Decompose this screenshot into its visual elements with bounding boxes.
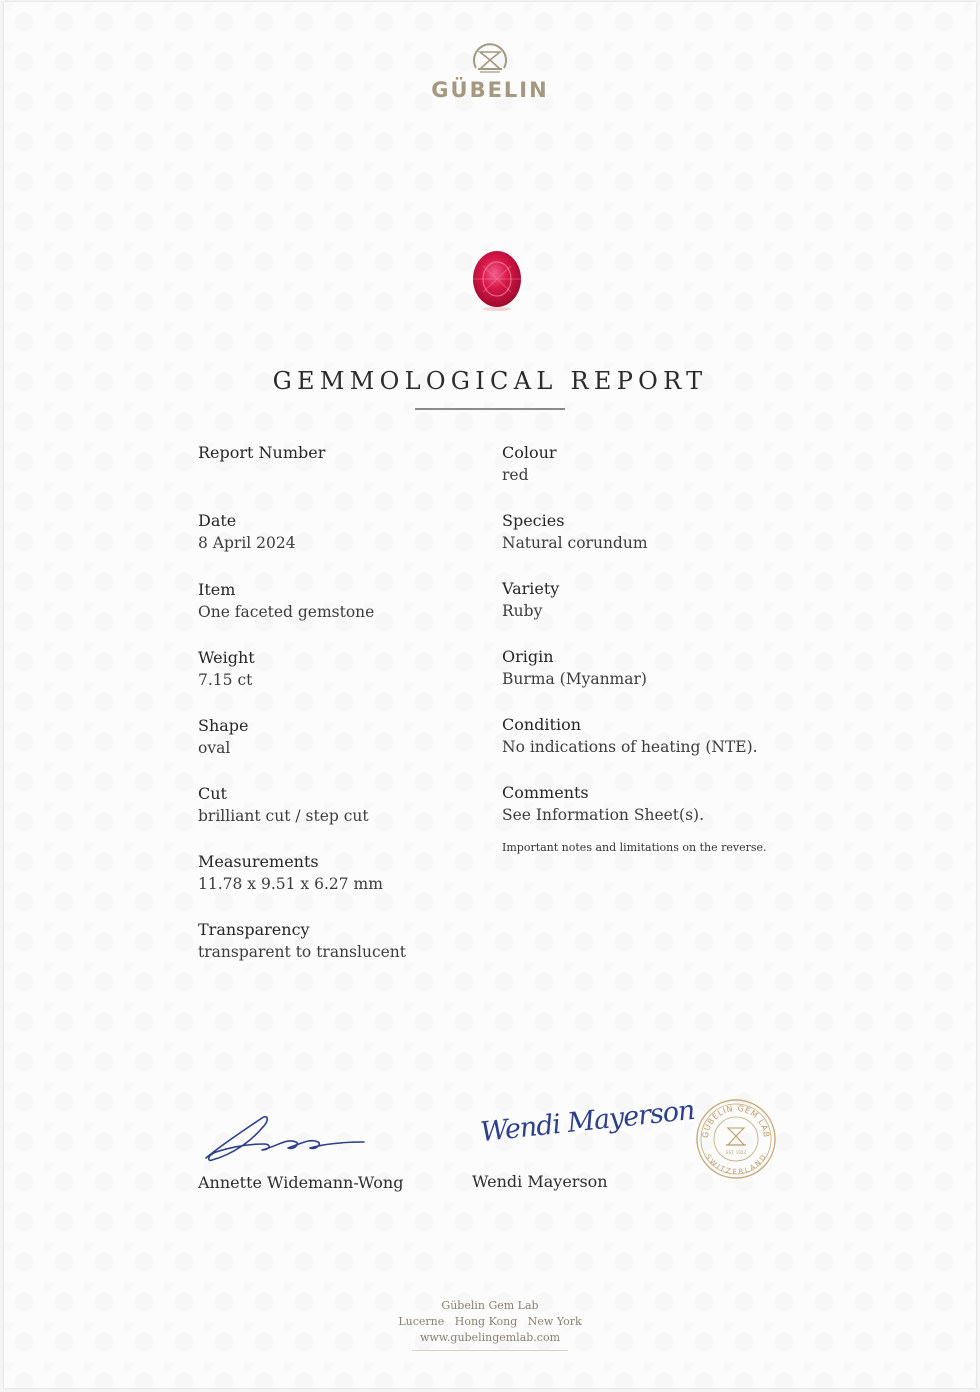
field-weight xyxy=(198,646,498,692)
svg-text:SWITZERLAND: SWITZERLAND xyxy=(703,1152,769,1177)
field-species xyxy=(502,509,802,555)
footer-cities: Lucerne Hong Kong New York xyxy=(398,1315,582,1328)
signatory-name: Wendi Mayerson xyxy=(472,1172,608,1191)
field-label: Cut xyxy=(198,784,227,803)
field-value: One faceted gemstone xyxy=(198,603,375,621)
field-label: Variety xyxy=(502,579,560,598)
footer-website-link[interactable]: www.gubelingemlab.com xyxy=(419,1331,561,1344)
field-label: Colour xyxy=(502,443,557,462)
field-label: Item xyxy=(198,580,236,599)
field-shape xyxy=(198,714,498,760)
ruby-gemstone-icon xyxy=(470,248,524,312)
field-value: oval xyxy=(198,739,231,757)
important-notes: Important notes and limitations on the reverse. xyxy=(502,841,767,854)
field-value: brilliant cut / step cut xyxy=(198,807,369,825)
field-value: 8 April 2024 xyxy=(198,534,296,552)
field-label: Species xyxy=(502,511,565,530)
svg-text:EST. 1923: EST. 1923 xyxy=(726,1150,746,1155)
report-title: GEMMOLOGICAL REPORT xyxy=(272,367,708,395)
field-item xyxy=(198,578,498,624)
field-comments xyxy=(502,781,802,827)
field-colour xyxy=(502,441,802,487)
field-label: Condition xyxy=(502,715,582,734)
field-value: Burma (Myanmar) xyxy=(502,670,647,688)
field-value: No indications of heating (NTE). xyxy=(502,738,758,756)
field-label: Report Number xyxy=(198,443,326,462)
footer-divider xyxy=(412,1350,568,1351)
field-condition xyxy=(502,713,802,759)
field-report-number xyxy=(198,441,498,464)
field-label: Date xyxy=(198,511,237,530)
title-divider xyxy=(415,408,565,410)
signature-annette xyxy=(200,1110,370,1166)
signature-wendi: Wendi Mayerson xyxy=(478,1094,696,1149)
field-value: 11.78 x 9.51 x 6.27 mm xyxy=(198,875,383,893)
field-value: red xyxy=(502,466,529,484)
field-value: 7.15 ct xyxy=(198,671,253,689)
field-cut xyxy=(198,782,498,828)
gubelin-gem-lab-seal-icon xyxy=(695,1098,777,1180)
field-measurements xyxy=(198,850,498,896)
field-label: Comments xyxy=(502,783,589,802)
field-value: Ruby xyxy=(502,602,543,620)
field-label: Shape xyxy=(198,716,249,735)
hourglass-emblem-icon xyxy=(472,42,508,76)
brand-logo xyxy=(4,42,976,102)
signatory-name: Annette Widemann-Wong xyxy=(198,1173,404,1192)
field-label: Transparency xyxy=(198,920,310,939)
footer xyxy=(4,1298,976,1351)
brand-name: GÜBELIN xyxy=(431,78,549,102)
field-value: transparent to translucent xyxy=(198,943,407,961)
field-variety xyxy=(502,577,802,623)
field-value: Natural corundum xyxy=(502,534,648,552)
field-label: Weight xyxy=(198,648,255,667)
field-label: Origin xyxy=(502,647,554,666)
report-page xyxy=(4,2,976,1388)
field-value: See Information Sheet(s). xyxy=(502,806,704,824)
footer-lab-name: Gübelin Gem Lab xyxy=(441,1299,539,1312)
field-date xyxy=(198,509,498,555)
svg-text:GÜBELIN GEM LAB: GÜBELIN GEM LAB xyxy=(700,1103,772,1139)
field-transparency xyxy=(198,918,498,964)
field-label: Measurements xyxy=(198,852,319,871)
field-origin xyxy=(502,645,802,691)
